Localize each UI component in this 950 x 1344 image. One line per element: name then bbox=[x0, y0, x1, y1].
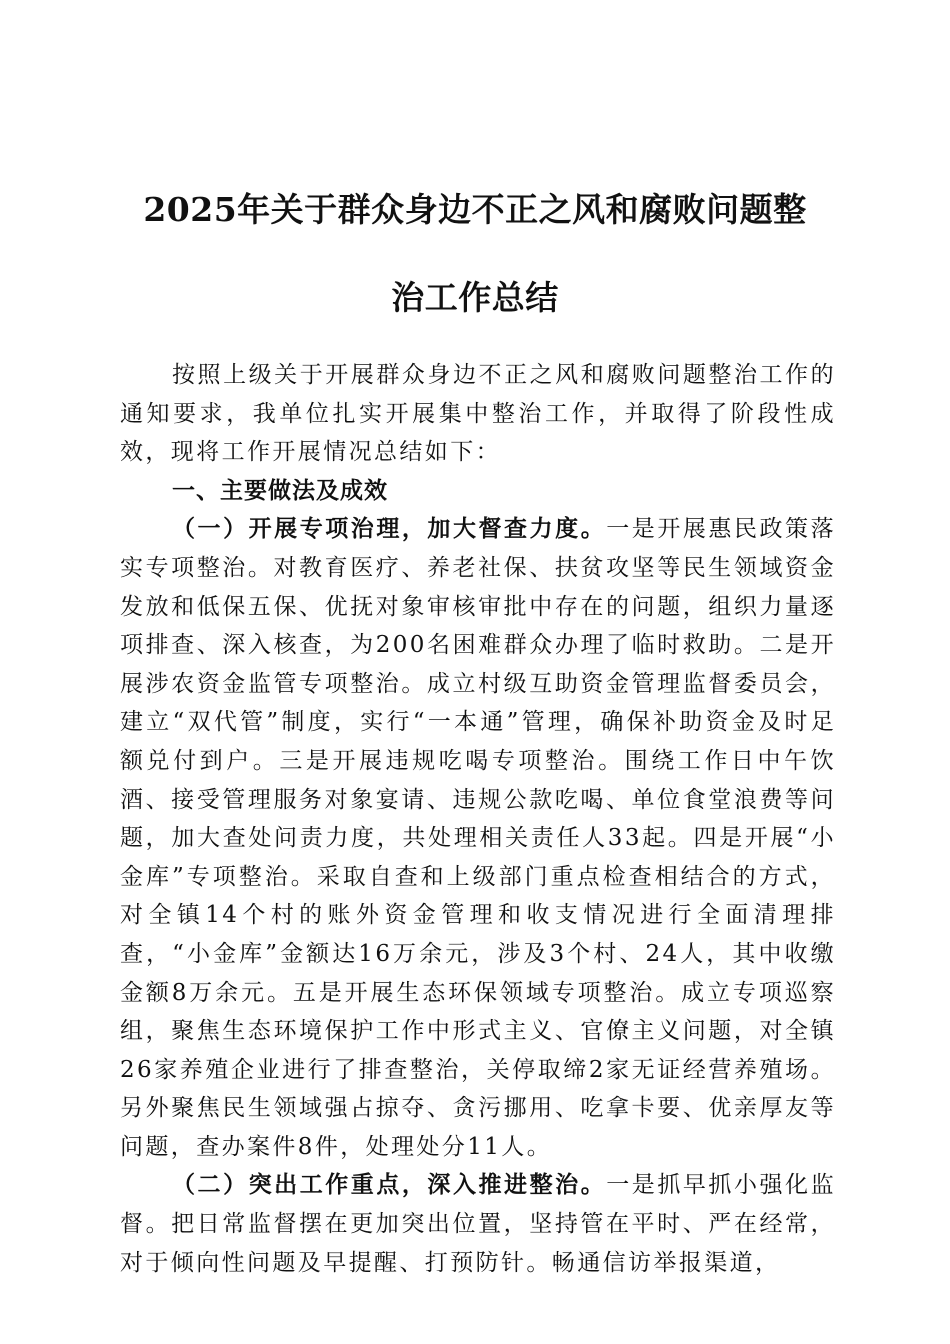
title-line-1: 2025年关于群众身边不正之风和腐败问题整 bbox=[143, 190, 807, 229]
subsection-1-heading: （一）开展专项治理，加大督查力度。 bbox=[172, 515, 607, 543]
intro-paragraph: 按照上级关于开展群众身边不正之风和腐败问题整治工作的通知要求，我单位扎实开展集中整治工作，并取得了阶段性成效，现将工作开展情况总结如下： bbox=[120, 362, 836, 466]
subsection-2-heading: （二）突出工作重点，深入推进整治。 bbox=[172, 1171, 607, 1199]
subsection-1-body: 一是开展惠民政策落实专项整治。对教育医疗、养老社保、扶贫攻坚等民生领域资金发放和低保五保、优抚对象审核审批中存在的问题，组织力量逐项排查、深入核查，为200名困难群众办理了临时救助。二是开展涉农资金监管专项整治。成立村级互助资金管理监督委员会，建立“双代管”制度，实行“一本通”管理，确保补助资金及时足额兑付到户。三是开展违规吃喝专项整治。围绕工作日中午饮酒、接受管理服务对象宴请、违规公款吃喝、单位食堂浪费等问题，加大查处问责力度，共处理相关责任人33起。四是开展“小金库”专项整治。采取自查和上级部门重点检查相结合的方式，对全镇14个村的账外资金管理和收支情况进行全面清理排查，“小金库”金额达16万余元，涉及3个村、24人，其中收缴金额8万余元。五是开展生态环保领域专项整治。成立专项巡察组，聚焦生态环境保护工作中形式主义、官僚主义问题，对全镇26家养殖企业进行了排查整治，关停取缔2家无证经营养殖场。另外聚焦民生领域强占掠夺、贪污挪用、吃拿卡要、优亲厚友等问题，查办案件8件，处理处分11人。 bbox=[120, 516, 836, 1160]
subsection-1-paragraph bbox=[120, 510, 836, 1166]
document-body bbox=[120, 356, 836, 1282]
subsection-2-body: 一是抓早抓小强化监督。把日常监督摆在更加突出位置，坚持管在平时、严在经常，对于倾向性问题及早提醒、打预防针。畅通信访举报渠道， bbox=[120, 1172, 836, 1276]
title-line-2: 治工作总结 bbox=[391, 278, 559, 317]
section-heading: 一、主要做法及成效 bbox=[172, 477, 388, 504]
document-title bbox=[118, 166, 832, 342]
subsection-2-paragraph bbox=[120, 1166, 836, 1282]
